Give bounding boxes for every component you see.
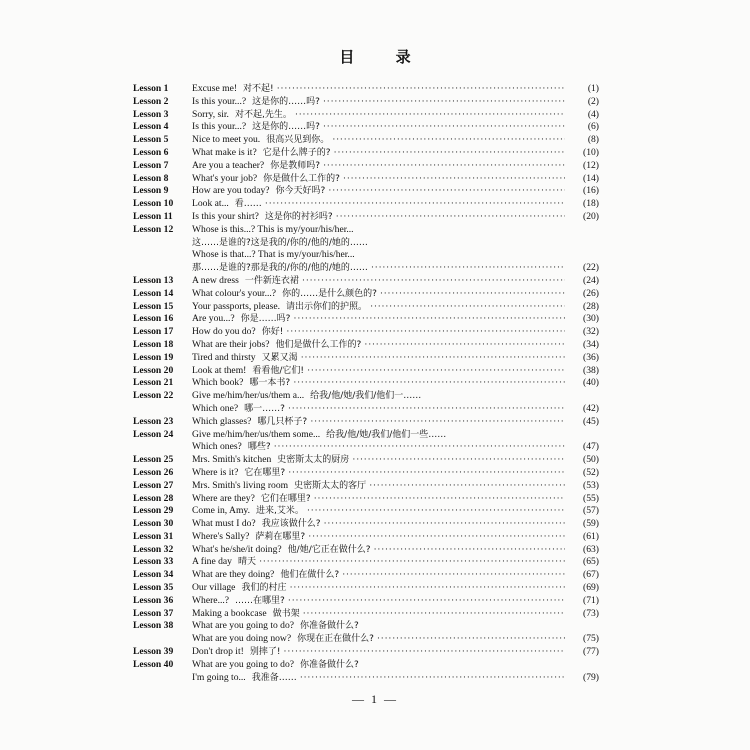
chinese-title: 别摔了!	[249, 647, 281, 658]
chinese-title: 萨莉在哪里?	[255, 531, 306, 542]
chinese-title: 史密斯太太的厨房	[277, 455, 350, 466]
english-title: What make is it?	[192, 146, 257, 158]
lesson-number: Lesson 12	[133, 223, 174, 235]
entry-title	[192, 198, 565, 211]
english-title: Which book?	[192, 377, 244, 389]
toc-entry	[133, 301, 599, 314]
toc-entry	[133, 185, 599, 198]
chinese-title: 你是教师吗?	[270, 160, 320, 171]
page-reference: (53)	[583, 479, 599, 491]
table-of-contents	[133, 83, 599, 684]
page-reference: (12)	[583, 159, 599, 171]
toc-entry	[133, 249, 599, 262]
toc-entry	[133, 198, 599, 211]
chinese-title: 你现在正在做什么?	[297, 634, 374, 645]
chinese-title: 晴天	[237, 557, 256, 568]
chinese-title: 进来,艾米。	[256, 506, 304, 517]
english-title: Making a bookcase	[192, 607, 267, 619]
chinese-title: 他们是做什么工作的?	[275, 339, 362, 350]
page-reference: (26)	[583, 287, 599, 299]
page-reference: (6)	[587, 121, 599, 133]
toc-entry	[133, 352, 599, 365]
chinese-title: 这是你的……吗?	[252, 122, 320, 133]
entry-title	[192, 608, 565, 621]
toc-entry	[133, 544, 599, 557]
toc-entry	[133, 237, 599, 250]
page-reference: (45)	[583, 415, 599, 427]
english-title: Don't drop it!	[192, 646, 244, 658]
toc-entry	[133, 83, 599, 96]
entry-title	[192, 288, 565, 301]
page-reference: (50)	[583, 454, 599, 466]
lesson-number: Lesson 10	[133, 198, 174, 210]
lesson-number: Lesson 38	[133, 620, 174, 632]
english-title: Give me/him/her/us/them some...	[192, 428, 321, 440]
toc-entry	[133, 659, 599, 672]
chinese-title: 史密斯太太的客厅	[294, 480, 367, 491]
entry-title	[192, 569, 565, 582]
chinese-title: 很高兴见到你。	[266, 135, 330, 146]
lesson-number: Lesson 17	[133, 326, 174, 338]
lesson-number: Lesson 8	[133, 172, 169, 184]
chinese-title: 哪些?	[247, 442, 271, 453]
english-title: Is this your...?	[192, 95, 247, 107]
chinese-title: 你准备做什么?	[300, 659, 359, 670]
chinese-title: 一件新连衣裙	[244, 275, 299, 286]
english-title: Which glasses?	[192, 415, 252, 427]
toc-entry	[133, 313, 599, 326]
entry-title	[192, 620, 565, 633]
page-reference: (16)	[583, 185, 599, 197]
english-title: Excuse me!	[192, 83, 238, 94]
chinese-title: 他/她/它正在做什么?	[287, 544, 371, 555]
toc-entry	[133, 173, 599, 186]
english-title: A fine day	[192, 556, 232, 568]
page-reference: (40)	[583, 377, 599, 389]
toc-entry	[133, 467, 599, 480]
english-title: Where's Sally?	[192, 530, 250, 542]
entry-title	[192, 582, 565, 595]
toc-entry	[133, 441, 599, 454]
lesson-number: Lesson 37	[133, 607, 174, 619]
chinese-title: 我们的村庄	[241, 583, 287, 594]
lesson-number: Lesson 31	[133, 530, 174, 542]
chinese-title: 给我/他/她/我们/他们一……	[310, 391, 422, 402]
english-title: Look at...	[192, 198, 229, 210]
toc-entry	[133, 121, 599, 134]
english-title: Nice to meet you.	[192, 134, 261, 146]
page-reference: (8)	[587, 134, 599, 146]
page-reference: (55)	[583, 492, 599, 504]
lesson-number: Lesson 24	[133, 428, 174, 440]
toc-entry	[133, 147, 599, 160]
english-title: Where is it?	[192, 466, 239, 478]
chinese-title: 你的……是什么颜色的?	[282, 288, 377, 299]
entry-title	[192, 237, 565, 250]
page-title: 目 录	[339, 48, 429, 66]
chinese-title: 这是你的……吗?	[252, 96, 320, 107]
lesson-number: Lesson 34	[133, 569, 174, 581]
english-title: Mrs. Smith's kitchen	[192, 454, 272, 466]
english-title: Are you a teacher?	[192, 159, 265, 171]
toc-entry	[133, 518, 599, 531]
lesson-number: Lesson 29	[133, 505, 174, 517]
entry-title	[192, 249, 565, 262]
page-reference: (42)	[583, 402, 599, 414]
entry-title	[192, 365, 565, 378]
lesson-number: Lesson 27	[133, 479, 174, 491]
toc-entry	[133, 480, 599, 493]
entry-title	[192, 441, 565, 454]
lesson-number: Lesson 1	[133, 83, 169, 94]
lesson-number: Lesson 19	[133, 351, 174, 363]
page-reference: (71)	[583, 594, 599, 606]
page-number-footer: — 1 —	[352, 692, 398, 706]
entry-title	[192, 160, 565, 173]
chinese-title: 看……	[234, 199, 262, 210]
toc-entry	[133, 390, 599, 403]
toc-entry	[133, 326, 599, 339]
entry-title	[192, 377, 565, 390]
toc-entry	[133, 224, 599, 237]
page-reference: (24)	[583, 274, 599, 286]
lesson-number: Lesson 39	[133, 646, 174, 658]
page-reference: (67)	[583, 569, 599, 581]
entry-title	[192, 403, 565, 416]
chinese-title: 我准备……	[251, 672, 297, 683]
entry-title	[192, 429, 565, 442]
page-reference: (22)	[583, 262, 599, 274]
english-title: How are you today?	[192, 185, 270, 197]
chinese-title: 你是……吗?	[240, 314, 291, 325]
lesson-number: Lesson 4	[133, 121, 169, 133]
chinese-title: 你准备做什么?	[300, 621, 359, 632]
lesson-number: Lesson 5	[133, 134, 169, 146]
lesson-number: Lesson 36	[133, 594, 174, 606]
chinese-title: 这是你的衬衫吗?	[264, 211, 333, 222]
toc-entry	[133, 262, 599, 275]
lesson-number: Lesson 20	[133, 364, 174, 376]
page-reference: (32)	[583, 326, 599, 338]
lesson-number: Lesson 33	[133, 556, 174, 568]
toc-entry	[133, 96, 599, 109]
english-title: What's your job?	[192, 172, 258, 184]
chinese-title: 它们在哪里?	[260, 493, 311, 504]
page-reference: (34)	[583, 338, 599, 350]
entry-title	[192, 301, 565, 314]
entry-title	[192, 275, 565, 288]
lesson-number: Lesson 23	[133, 415, 174, 427]
english-title: Tired and thirsty	[192, 351, 256, 363]
lesson-number: Lesson 9	[133, 185, 169, 197]
english-title: Sorry, sir.	[192, 108, 229, 120]
entry-title	[192, 633, 565, 646]
page-reference: (69)	[583, 582, 599, 594]
english-title: What are you going to do?	[192, 620, 295, 632]
page-reference: (57)	[583, 505, 599, 517]
page-reference: (28)	[583, 300, 599, 312]
chinese-title: 又累又渴	[261, 352, 298, 363]
toc-entry	[133, 454, 599, 467]
english-title: Where are they?	[192, 492, 255, 504]
chinese-title: 请出示你们的护照。	[286, 301, 368, 312]
entry-title	[192, 454, 565, 467]
chinese-title: 哪一……?	[244, 403, 285, 414]
toc-entry	[133, 403, 599, 416]
page-reference: (79)	[583, 671, 599, 683]
toc-entry	[133, 505, 599, 518]
entry-title	[192, 518, 565, 531]
english-title: What's he/she/it doing?	[192, 543, 282, 555]
english-title: Whose is that...? That is my/your/his/her...	[192, 249, 355, 261]
page-reference: (20)	[583, 210, 599, 222]
page-reference: (52)	[583, 466, 599, 478]
toc-entry	[133, 608, 599, 621]
page-reference: (77)	[583, 646, 599, 658]
entry-title	[192, 480, 565, 493]
page-reference: (18)	[583, 198, 599, 210]
lesson-number: Lesson 28	[133, 492, 174, 504]
toc-entry	[133, 569, 599, 582]
english-title: Whose is this...? This is my/your/his/her...	[192, 223, 354, 235]
lesson-number: Lesson 6	[133, 146, 169, 158]
chinese-title: 做书架	[272, 608, 300, 619]
page-reference: (63)	[583, 543, 599, 555]
chinese-title: 给我/他/她/我们/他们一些……	[326, 429, 447, 440]
toc-entry	[133, 288, 599, 301]
lesson-number: Lesson 3	[133, 108, 169, 120]
entry-title	[192, 339, 565, 352]
page-reference: (38)	[583, 364, 599, 376]
lesson-number: Lesson 25	[133, 454, 174, 466]
lesson-number: Lesson 2	[133, 95, 169, 107]
english-title: What are you doing now?	[192, 633, 292, 645]
page-reference: (73)	[583, 607, 599, 619]
toc-entry	[133, 416, 599, 429]
toc-entry	[133, 595, 599, 608]
lesson-number: Lesson 18	[133, 338, 174, 350]
toc-entry	[133, 620, 599, 633]
chinese-title: 对不起,先生。	[234, 109, 292, 120]
entry-title	[192, 121, 565, 134]
page-reference: (10)	[583, 146, 599, 158]
chinese-title: 我应该做什么?	[261, 519, 321, 530]
entry-title	[192, 556, 565, 569]
entry-title	[192, 659, 565, 672]
chinese-title: 这……是谁的?这是我的/你的/他的/她的……	[192, 237, 368, 248]
entry-title	[192, 646, 565, 659]
english-title: How do you do?	[192, 326, 256, 338]
chinese-title: 你是做什么工作的?	[263, 173, 340, 184]
lesson-number: Lesson 26	[133, 466, 174, 478]
english-title: A new dress	[192, 274, 239, 286]
english-title: I'm going to...	[192, 671, 246, 683]
entry-title	[192, 109, 565, 122]
page-reference: (1)	[587, 83, 599, 94]
chinese-title: 看看他/它们!	[252, 365, 304, 376]
toc-entry	[133, 531, 599, 544]
page-reference: (65)	[583, 556, 599, 568]
toc-entry	[133, 275, 599, 288]
entry-title	[192, 672, 565, 685]
page-reference: (47)	[583, 441, 599, 453]
page-reference: (36)	[583, 351, 599, 363]
chinese-title: 对不起!	[243, 84, 274, 94]
entry-title	[192, 531, 565, 544]
chinese-title: 它是什么牌子的?	[262, 147, 331, 158]
toc-entry	[133, 556, 599, 569]
toc-entry	[133, 633, 599, 646]
lesson-number: Lesson 7	[133, 159, 169, 171]
entry-title	[192, 147, 565, 160]
english-title: Which ones?	[192, 441, 242, 453]
entry-title	[192, 224, 565, 237]
entry-title	[192, 544, 565, 557]
english-title: Give me/him/her/us/them a...	[192, 390, 305, 402]
english-title: What are they doing?	[192, 569, 275, 581]
toc-entry	[133, 134, 599, 147]
toc-entry	[133, 160, 599, 173]
page-reference: (30)	[583, 313, 599, 325]
english-title: Which one?	[192, 402, 239, 414]
entry-title	[192, 83, 565, 96]
page-reference: (14)	[583, 172, 599, 184]
page-reference: (61)	[583, 530, 599, 542]
entry-title	[192, 390, 565, 403]
entry-title	[192, 134, 565, 147]
english-title: Where...?	[192, 594, 230, 606]
toc-entry	[133, 377, 599, 390]
entry-title	[192, 595, 565, 608]
lesson-number: Lesson 22	[133, 390, 174, 402]
toc-entry	[133, 339, 599, 352]
english-title: Are you...?	[192, 313, 235, 325]
english-title: Come in, Amy.	[192, 505, 251, 517]
chinese-title: 哪几只杯子?	[257, 416, 308, 427]
toc-entry	[133, 582, 599, 595]
page-reference: (2)	[587, 95, 599, 107]
entry-title	[192, 173, 565, 186]
toc-entry	[133, 646, 599, 659]
lesson-number: Lesson 11	[133, 210, 173, 222]
lesson-number: Lesson 21	[133, 377, 174, 389]
entry-title	[192, 467, 565, 480]
toc-entry	[133, 109, 599, 122]
toc-entry	[133, 672, 599, 685]
english-title: Look at them!	[192, 364, 247, 376]
entry-title	[192, 505, 565, 518]
chinese-title: ……在哪里?	[235, 595, 285, 606]
english-title: What are their jobs?	[192, 338, 270, 350]
english-title: Our village	[192, 582, 236, 594]
entry-title	[192, 313, 565, 326]
english-title: Mrs. Smith's living room	[192, 479, 289, 491]
entry-title	[192, 185, 565, 198]
entry-title	[192, 493, 565, 506]
lesson-number: Lesson 35	[133, 582, 174, 594]
toc-entry	[133, 493, 599, 506]
page-reference: (59)	[583, 518, 599, 530]
chinese-title: 你好!	[261, 327, 284, 338]
entry-title	[192, 326, 565, 339]
toc-entry	[133, 211, 599, 224]
entry-title	[192, 352, 565, 365]
english-title: Is this your...?	[192, 121, 247, 133]
lesson-number: Lesson 13	[133, 274, 174, 286]
entry-title	[192, 96, 565, 109]
lesson-number: Lesson 14	[133, 287, 174, 299]
toc-entry	[133, 365, 599, 378]
lesson-number: Lesson 15	[133, 300, 174, 312]
chinese-title: 哪一本书?	[249, 378, 291, 389]
toc-entry	[133, 429, 599, 442]
chinese-title: 它在哪里?	[244, 467, 286, 478]
english-title: What colour's your...?	[192, 287, 277, 299]
lesson-number: Lesson 40	[133, 658, 174, 670]
entry-title	[192, 211, 565, 224]
page-reference: (4)	[587, 108, 599, 120]
chinese-title: 他们在做什么?	[280, 570, 340, 581]
lesson-number: Lesson 16	[133, 313, 174, 325]
english-title: What must I do?	[192, 518, 256, 530]
english-title: Is this your shirt?	[192, 210, 259, 222]
english-title: What are you going to do?	[192, 658, 295, 670]
chinese-title: 那……是谁的?那是我的/你的/他的/她的……	[192, 263, 368, 274]
lesson-number: Lesson 32	[133, 543, 174, 555]
english-title: Your passports, please.	[192, 300, 281, 312]
entry-title	[192, 416, 565, 429]
entry-title	[192, 262, 565, 275]
page-reference: (75)	[583, 633, 599, 645]
lesson-number: Lesson 30	[133, 518, 174, 530]
chinese-title: 你今天好吗?	[275, 186, 326, 197]
